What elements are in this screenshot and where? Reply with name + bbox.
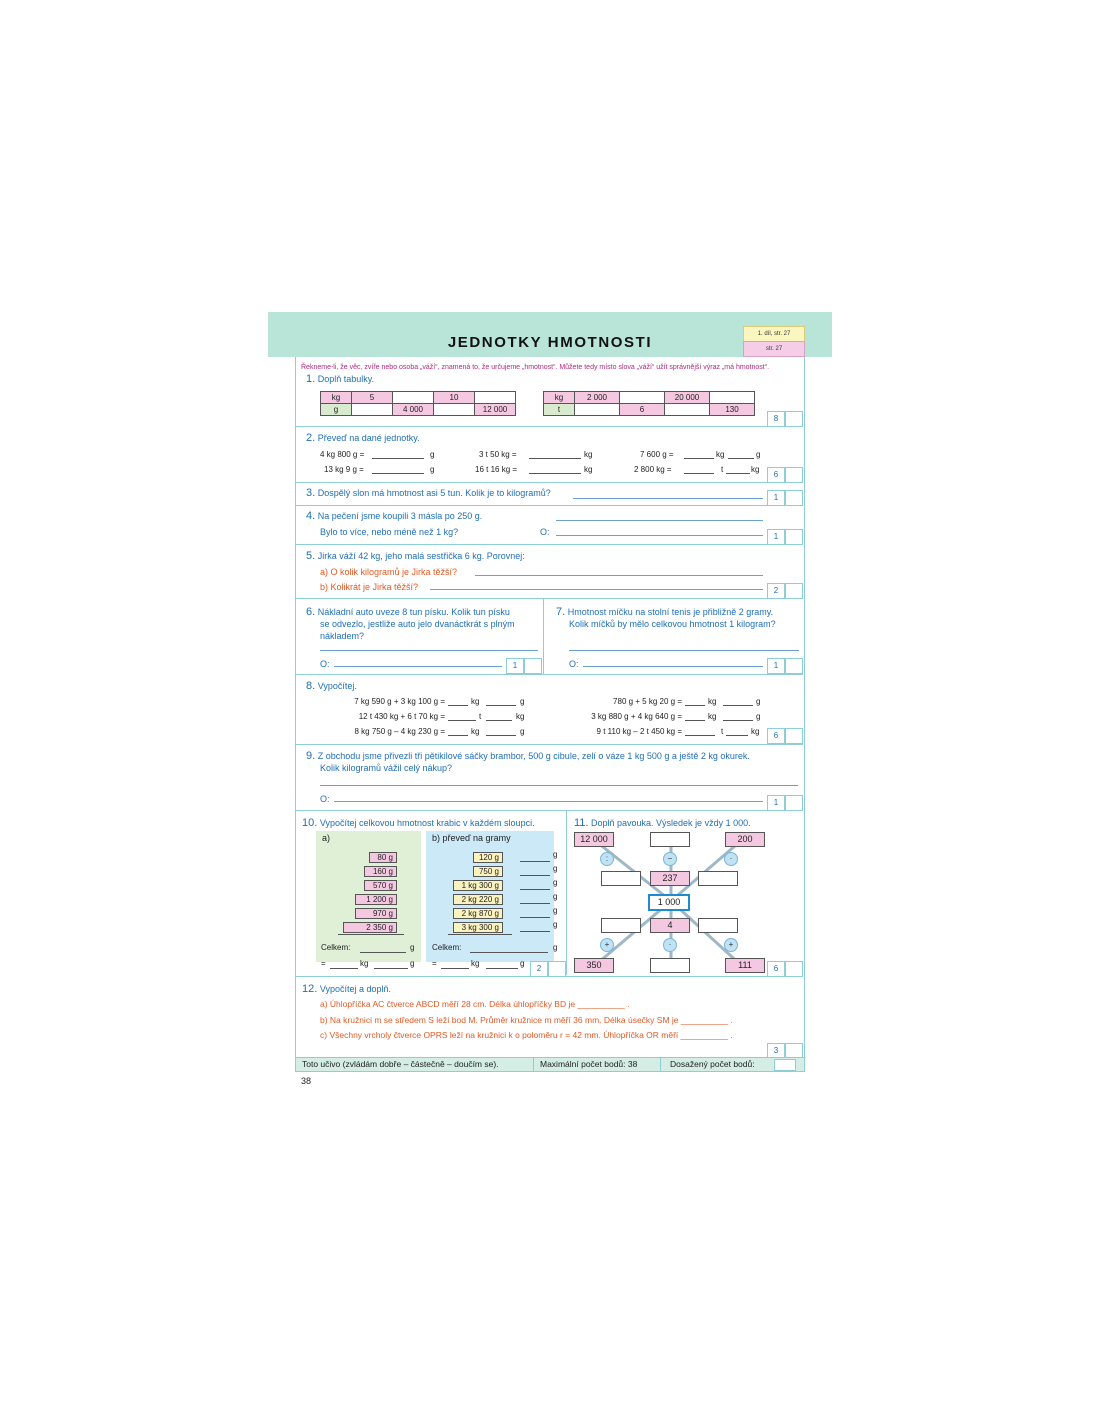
- q4-points: 1: [767, 529, 785, 545]
- unit: g: [756, 697, 761, 706]
- q6-points: 1: [506, 658, 524, 674]
- box: 970 g: [355, 908, 397, 919]
- answer-blank[interactable]: [529, 473, 581, 474]
- q2-item: 4 kg 800 g =: [320, 450, 365, 459]
- q8-text: Vypočítej.: [317, 681, 357, 691]
- q12-text: Vypočítej a doplň.: [319, 984, 392, 994]
- answer-blank[interactable]: [486, 735, 516, 736]
- q10-label-b: b) převeď na gramy: [432, 833, 511, 843]
- answer-blank[interactable]: [486, 968, 518, 969]
- q7-heading: [556, 606, 773, 618]
- cell: 12 000: [475, 404, 516, 416]
- cell-input[interactable]: [665, 404, 710, 416]
- answer-line[interactable]: [556, 520, 763, 521]
- answer-blank[interactable]: [529, 458, 581, 459]
- q7-score-box[interactable]: [785, 658, 803, 674]
- q4-text: Na pečení jsme koupili 3 másla po 250 g.: [317, 511, 483, 521]
- answer-blank[interactable]: [486, 705, 516, 706]
- operator-multiply-icon: ·: [663, 938, 677, 952]
- q3-score-box[interactable]: [785, 490, 803, 506]
- unit: kg: [751, 465, 760, 474]
- q10-text: Vypočítej celkovou hmotnost krabic v každém sloupci.: [319, 818, 535, 828]
- answer-line[interactable]: [569, 650, 799, 651]
- q4-answer-label: O:: [540, 527, 550, 537]
- q12-part-a: a) Úhlopříčka AC čtverce ABCD měří 28 cm. Délka úhlopříčky BD je __________ .: [320, 999, 630, 1009]
- q11-text: Doplň pavouka. Výsledek je vždy 1 000.: [591, 818, 751, 828]
- operator-multiply-icon: ·: [724, 852, 738, 866]
- q9-text-2: Kolik kilogramů vážil celý nákup?: [320, 763, 453, 773]
- q1-text: Doplň tabulky.: [317, 374, 375, 384]
- q9-points: 1: [767, 795, 785, 811]
- footer-divider: [660, 1058, 661, 1071]
- q9-answer-label: O:: [320, 794, 330, 804]
- spider-input[interactable]: [601, 918, 641, 933]
- cell-input[interactable]: [710, 392, 755, 404]
- q3-heading: [306, 487, 551, 499]
- q9-score-box[interactable]: [785, 795, 803, 811]
- q7-text: Hmotnost míčku na stolní tenis je přibližně 2 gramy.: [567, 607, 774, 617]
- answer-blank[interactable]: [684, 458, 714, 459]
- q9-number: 9.: [306, 750, 316, 762]
- unit: t: [721, 727, 724, 736]
- reference-tag-1: 1. díl, str. 27: [743, 326, 805, 342]
- worksheet-page: [268, 312, 834, 1094]
- q6-text: Nákladní auto uveze 8 tun písku. Kolik tun písku: [317, 607, 510, 617]
- q5-number: 5.: [306, 550, 316, 562]
- q10-heading: [302, 817, 535, 829]
- divider: [295, 426, 803, 427]
- box: 120 g: [473, 852, 503, 863]
- q2-item: 13 kg 9 g =: [324, 465, 364, 474]
- cell-input[interactable]: [352, 404, 393, 416]
- operator-divide-icon: :: [600, 852, 614, 866]
- answer-blank[interactable]: [372, 458, 424, 459]
- unit: kg: [584, 450, 593, 459]
- q6-number: 6.: [306, 606, 316, 618]
- box: 570 g: [364, 880, 397, 891]
- unit: g: [520, 959, 525, 968]
- q11-score-box[interactable]: [785, 961, 803, 977]
- q5-score-box[interactable]: [785, 583, 803, 599]
- page-number: 38: [301, 1076, 312, 1086]
- answer-blank[interactable]: [520, 931, 550, 932]
- q11-number: 11.: [574, 817, 589, 829]
- answer-blank[interactable]: [520, 875, 550, 876]
- box: 3 kg 300 g: [453, 922, 503, 933]
- footer-self-assessment: Toto učivo (zvládám dobře – částečně – doučím se).: [302, 1059, 499, 1069]
- unit: kg: [584, 465, 593, 474]
- q1-points: 8: [767, 411, 785, 427]
- answer-blank[interactable]: [520, 917, 550, 918]
- footer-bar: [295, 1057, 805, 1072]
- answer-blank[interactable]: [726, 735, 748, 736]
- q7-text-2: Kolik míčků by mělo celkovou hmotnost 1 kilogram?: [569, 619, 776, 629]
- unit: g: [553, 920, 558, 929]
- unit: g: [553, 892, 558, 901]
- q2-item: 2 800 kg =: [634, 465, 672, 474]
- cell: g: [321, 404, 352, 416]
- q8-points: 6: [767, 728, 785, 744]
- answer-line[interactable]: [475, 575, 763, 576]
- spider-bottom-middle-input[interactable]: [650, 958, 690, 973]
- box: 2 kg 870 g: [453, 908, 503, 919]
- unit: t: [479, 712, 482, 721]
- q10-label-a: a): [322, 833, 331, 843]
- unit: g: [553, 850, 558, 859]
- answer-blank[interactable]: [330, 968, 358, 969]
- answer-line[interactable]: [556, 535, 763, 536]
- answer-blank[interactable]: [723, 705, 753, 706]
- q6-heading: [306, 606, 510, 618]
- answer-blank[interactable]: [728, 458, 754, 459]
- cell: 6: [620, 404, 665, 416]
- box: 80 g: [369, 852, 397, 863]
- spider-bottom-left: 350: [574, 958, 614, 973]
- spider-mid-bottom: 4: [650, 918, 690, 933]
- cell-input[interactable]: [620, 392, 665, 404]
- box: 2 350 g: [343, 922, 397, 933]
- box: 2 kg 220 g: [453, 894, 503, 905]
- answer-line[interactable]: [583, 666, 763, 667]
- answer-blank[interactable]: [448, 720, 476, 721]
- answer-line[interactable]: [334, 801, 763, 802]
- unit: kg: [471, 727, 480, 736]
- spider-input[interactable]: [601, 871, 641, 886]
- unit: g: [410, 959, 415, 968]
- spider-bottom-right: 111: [725, 958, 765, 973]
- box: 160 g: [364, 866, 397, 877]
- footer-score-input[interactable]: [774, 1059, 796, 1071]
- answer-blank[interactable]: [441, 968, 469, 969]
- spider-input[interactable]: [698, 918, 738, 933]
- q7-number: 7.: [556, 606, 566, 618]
- q8-score-box[interactable]: [785, 728, 803, 744]
- q4-heading: [306, 510, 482, 522]
- q3-number: 3.: [306, 487, 316, 499]
- q12-points: 3: [767, 1043, 785, 1059]
- q4-number: 4.: [306, 510, 316, 522]
- q4-question: Bylo to více, nebo méně než 1 kg?: [320, 527, 459, 537]
- q9-text: Z obchodu jsme přivezli tři pětikilové sáčky brambor, 500 g cibule, zelí o váze 1 kg 500 g a ještě 2 kg okurek.: [317, 751, 750, 761]
- unit: kg: [471, 697, 480, 706]
- divider: [295, 744, 803, 745]
- q8-left-2: 12 t 430 kg + 6 t 70 kg =: [358, 712, 445, 721]
- footer-achieved-points: Dosažený počet bodů:: [670, 1059, 755, 1069]
- intro-text: Řekneme-li, že věc, zvíře nebo osoba „váží“, znamená to, že určujeme „hmotnost“. Můžete tedy místo slova „váží“ užít správnější výraz „má hmotnost“.: [301, 364, 770, 371]
- unit: kg: [708, 697, 717, 706]
- q6-text-2: se odvezlo, jestliže auto jelo dvanáctkrát s plným: [320, 619, 515, 629]
- unit: kg: [716, 450, 725, 459]
- q10-points: 2: [530, 961, 548, 977]
- answer-blank[interactable]: [520, 861, 550, 862]
- cell-input[interactable]: [575, 404, 620, 416]
- answer-blank[interactable]: [685, 720, 705, 721]
- answer-blank[interactable]: [520, 889, 550, 890]
- q8-right-1: 780 g + 5 kg 20 g =: [613, 697, 682, 706]
- q1-table-kg-g: [320, 391, 516, 416]
- q12-heading: [302, 983, 391, 995]
- answer-blank[interactable]: [470, 952, 548, 953]
- q8-right-3: 9 t 110 kg – 2 t 450 kg =: [596, 727, 682, 736]
- unit: t: [721, 465, 724, 474]
- cell: 5: [352, 392, 393, 404]
- q8-left-1: 7 kg 590 g + 3 kg 100 g =: [354, 697, 445, 706]
- cell-input[interactable]: [434, 404, 475, 416]
- answer-blank[interactable]: [520, 903, 550, 904]
- answer-blank[interactable]: [360, 952, 406, 953]
- unit: kg: [516, 712, 525, 721]
- q6-answer-label: O:: [320, 659, 330, 669]
- q7-points: 1: [767, 658, 785, 674]
- spider-top-middle-input[interactable]: [650, 832, 690, 847]
- q2-item: 3 t 50 kg =: [479, 450, 517, 459]
- q5-part-b: b) Kolikrát je Jirka těžší?: [320, 582, 419, 592]
- q2-text: Převeď na dané jednotky.: [317, 433, 420, 443]
- answer-line[interactable]: [334, 666, 502, 667]
- unit: kg: [471, 959, 480, 968]
- q1-number: 1.: [306, 373, 316, 385]
- answer-blank[interactable]: [448, 705, 468, 706]
- divider: [295, 482, 803, 483]
- q3-text: Dospělý slon má hmotnost asi 5 tun. Kolik je to kilogramů?: [317, 488, 551, 498]
- answer-line[interactable]: [430, 589, 763, 590]
- q9-heading: [306, 750, 750, 762]
- page-title: JEDNOTKY HMOTNOSTI: [447, 334, 653, 351]
- cell-input[interactable]: [475, 392, 516, 404]
- q12-part-b: b) Na kružnici m se středem S leží bod M. Průměr kružnice m měří 36 mm. Délka úsečky SM je __________ .: [320, 1015, 733, 1025]
- answer-blank[interactable]: [723, 720, 753, 721]
- q10-number: 10.: [302, 817, 318, 829]
- q2-item: 16 t 16 kg =: [475, 465, 518, 474]
- divider: [295, 544, 803, 545]
- equals: =: [321, 959, 326, 968]
- unit: g: [756, 712, 761, 721]
- unit: kg: [751, 727, 760, 736]
- answer-blank[interactable]: [726, 473, 750, 474]
- divider: [295, 810, 803, 811]
- answer-line[interactable]: [320, 785, 798, 786]
- cell-input[interactable]: [393, 392, 434, 404]
- q12-number: 12.: [302, 983, 318, 995]
- q4-score-box[interactable]: [785, 529, 803, 545]
- q8-right-2: 3 kg 880 g + 4 kg 640 g =: [591, 712, 682, 721]
- q6-score-box[interactable]: [524, 658, 542, 674]
- unit: kg: [360, 959, 369, 968]
- footer-divider: [533, 1058, 534, 1071]
- cell: 4 000: [393, 404, 434, 416]
- spider-input[interactable]: [698, 871, 738, 886]
- column-divider: [543, 598, 544, 674]
- q8-number: 8.: [306, 680, 316, 692]
- q5-points: 2: [767, 583, 785, 599]
- q1-heading: [306, 373, 374, 385]
- answer-line[interactable]: [573, 498, 763, 499]
- answer-line[interactable]: [320, 650, 538, 651]
- operator-plus-icon: +: [600, 938, 614, 952]
- operator-plus-icon: +: [724, 938, 738, 952]
- q5-part-a: a) O kolik kilogramů je Jirka těžší?: [320, 567, 458, 577]
- divider: [295, 674, 803, 675]
- unit: g: [520, 697, 525, 706]
- cell: 20 000: [665, 392, 710, 404]
- box: 750 g: [473, 866, 503, 877]
- unit: kg: [708, 712, 717, 721]
- base-line: [448, 934, 512, 935]
- spider-top-left: 12 000: [574, 832, 614, 847]
- spider-center: 1 000: [648, 894, 690, 911]
- divider: [295, 598, 803, 599]
- footer-max-points: Maximální počet bodů: 38: [540, 1059, 638, 1069]
- answer-blank[interactable]: [685, 705, 705, 706]
- q2-number: 2.: [306, 432, 316, 444]
- spider-mid-top: 237: [650, 871, 690, 886]
- q11-points: 6: [767, 961, 785, 977]
- answer-blank[interactable]: [448, 735, 468, 736]
- q2-heading: [306, 432, 420, 444]
- unit: g: [553, 943, 558, 952]
- q10-total-label-a: Celkem:: [321, 943, 351, 952]
- box: 1 200 g: [355, 894, 397, 905]
- box: 1 kg 300 g: [453, 880, 503, 891]
- unit: g: [430, 465, 435, 474]
- q3-points: 1: [767, 490, 785, 506]
- cell: 130: [710, 404, 755, 416]
- unit: g: [520, 727, 525, 736]
- q1-score-box[interactable]: [785, 411, 803, 427]
- spider-top-right: 200: [725, 832, 765, 847]
- q12-part-c: c) Všechny vrcholy čtverce OPRS leží na kružnici k o poloměru r = 42 mm. Úhlopříčka OR měří __________ .: [320, 1030, 733, 1040]
- unit: g: [553, 878, 558, 887]
- q2-score-box[interactable]: [785, 467, 803, 483]
- reference-tag-2: str. 27: [743, 341, 805, 357]
- unit: g: [756, 450, 761, 459]
- answer-blank[interactable]: [684, 473, 714, 474]
- cell: t: [544, 404, 575, 416]
- q10-total-label-b: Celkem:: [432, 943, 462, 952]
- q7-answer-label: O:: [569, 659, 579, 669]
- cell: kg: [544, 392, 575, 404]
- unit: g: [553, 906, 558, 915]
- answer-blank[interactable]: [374, 968, 408, 969]
- cell: 2 000: [575, 392, 620, 404]
- divider: [295, 976, 803, 977]
- cell: kg: [321, 392, 352, 404]
- q2-points: 6: [767, 467, 785, 483]
- cell: 10: [434, 392, 475, 404]
- divider: [295, 505, 803, 506]
- operator-minus-icon: −: [663, 852, 677, 866]
- q2-item: 7 600 g =: [640, 450, 674, 459]
- q6-text-3: nákladem?: [320, 631, 365, 641]
- q8-heading: [306, 680, 357, 692]
- q5-heading: [306, 550, 525, 562]
- q1-table-kg-t: [543, 391, 755, 416]
- unit: g: [553, 864, 558, 873]
- equals: =: [432, 959, 437, 968]
- unit: g: [430, 450, 435, 459]
- q5-text: Jirka váží 42 kg, jeho malá sestřička 6 kg. Porovnej:: [317, 551, 525, 561]
- base-line: [338, 934, 404, 935]
- answer-blank[interactable]: [372, 473, 424, 474]
- unit: g: [410, 943, 415, 952]
- q8-left-3: 8 kg 750 g – 4 kg 230 g =: [354, 727, 445, 736]
- q10-score-box[interactable]: [548, 961, 566, 977]
- answer-blank[interactable]: [486, 720, 512, 721]
- answer-blank[interactable]: [685, 735, 715, 736]
